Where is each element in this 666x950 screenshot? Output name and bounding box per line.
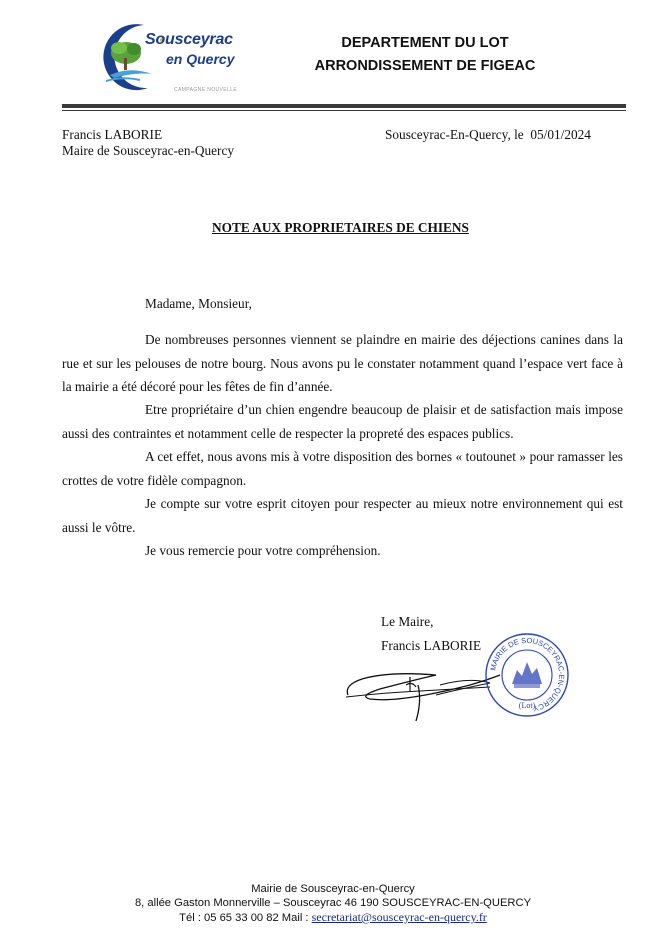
arrondissement-heading: ARRONDISSEMENT DE FIGEAC: [314, 58, 536, 74]
logo-name-line2: en Quercy: [166, 51, 235, 67]
body-paragraph: Etre propriétaire d’un chien engendre beaucoup de plaisir et de satisfaction mais impose aussi des contraintes et notamment celle de respecter la propreté des espaces publics.: [62, 402, 623, 441]
header-rule-thick: [62, 104, 626, 108]
signer-name: Francis LABORIE: [381, 638, 482, 653]
body-paragraph: A cet effet, nous avons mis à votre disposition des bornes « toutounet » pour ramasser les crottes de votre fidèle compagnon.: [62, 449, 623, 488]
place-date: Sousceyrac-En-Quercy, le 05/01/2024: [385, 127, 591, 142]
body-paragraph: Je compte sur votre esprit citoyen pour respecter au mieux notre environnement qui est aussi le vôtre.: [62, 496, 623, 535]
body-paragraph: De nombreuses personnes viennent se plaindre en mairie des déjections canines dans la rue et sur les pelouses de notre bourg. Nous avons pu le constater notamment quand l’espace vert face à la mairie a été décoré pour les fêtes de fin d’année.: [62, 332, 623, 394]
header-rule-thin: [62, 110, 626, 111]
closing-line: Le Maire,: [381, 614, 434, 629]
official-stamp: [484, 632, 570, 718]
logo-tagline: CAMPAGNE NOUVELLE: [174, 87, 238, 93]
footer-contact: [0, 910, 666, 926]
department-heading: DEPARTEMENT DU LOT: [341, 35, 509, 51]
logo-name-line1: Sousceyrac: [145, 31, 233, 48]
sender-title: Maire de Sousceyrac-en-Quercy: [62, 143, 235, 158]
stamp-ring-text: MAIRIE DE SOUSCEYRAC-EN-QUERCY: [488, 635, 567, 714]
footer-email-link[interactable]: secretariat@sousceyrac-en-quercy.fr: [311, 910, 487, 924]
stamp-bottom-text: (Lot): [518, 701, 536, 710]
body-paragraph: Je vous remercie pour votre compréhension.: [145, 543, 381, 558]
footer-address: 8, allée Gaston Monnerville – Sousceyrac 46 190 SOUSCEYRAC-EN-QUERCY: [134, 897, 532, 909]
salutation: Madame, Monsieur,: [145, 296, 252, 311]
subject-title: NOTE AUX PROPRIETAIRES DE CHIENS: [212, 220, 469, 235]
footer-line1: Mairie de Sousceyrac-en-Quercy: [251, 883, 415, 895]
sender-name: Francis LABORIE: [62, 127, 163, 142]
footer-phone: Tél : 05 65 33 00 82 Mail :: [179, 912, 312, 924]
